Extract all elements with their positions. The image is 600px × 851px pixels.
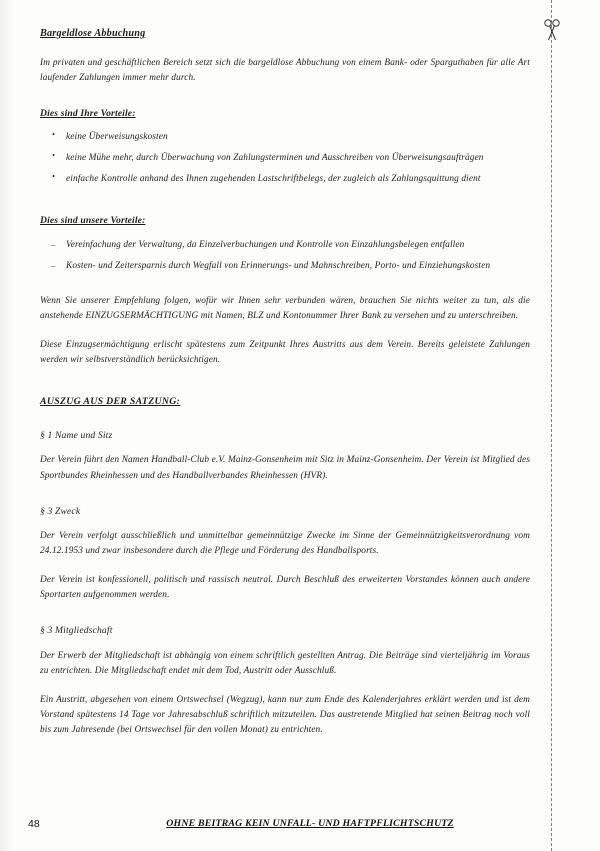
intro-paragraph: Im privaten und geschäftlichen Bereich setzt sich die bargeldlose Abbuchung von einem Bank- oder Sparguthaben für alle Art laufender Zahlungen immer mehr durch. <box>40 57 530 83</box>
section-heading-bargeldlose-abbuchung: Bargeldlose Abbuchung <box>40 28 146 39</box>
statute-paragraph-text: Der Verein ist konfessionell, politisch und rassisch neutral. Durch Beschluß des erweiterten Vorstandes können auch andere Sportarten aufgenommen werden. <box>40 575 530 601</box>
list-item: – Kosten- und Zeitersparnis durch Wegfall von Erinnerungs- und Mahnschreiben, Porto- und Einziehungskosten <box>40 259 530 274</box>
footer-slogan: OHNE BEITRAG KEIN UNFALL- UND HAFTPFLICHTSCHUTZ <box>166 818 454 829</box>
your-advantages-heading: Dies sind Ihre Vorteile: <box>40 107 136 119</box>
statute-heading: AUSZUG AUS DER SATZUNG: <box>40 396 181 408</box>
list-item: • keine Mühe mehr, durch Überwachung von Zahlungsterminen und Ausschreiben von Überweisungsaufträgen <box>40 151 530 166</box>
list-item: • keine Überweisungskosten <box>40 130 530 145</box>
scissors-icon <box>542 18 562 46</box>
statute-paragraph-title-2: § 3 Zweck <box>40 505 81 517</box>
page-number: 48 <box>28 818 40 830</box>
statute-paragraph-text: Der Erwerb der Mitgliedschaft ist abhängig von einem schriftlich gestellten Antrag. Die Beiträge sind vierteljährig im Voraus zu entrichten. Die Mitgliedschaft endet mit dem Tod, Austritt oder Ausschluß. <box>40 650 530 676</box>
your-advantages-list <box>40 130 530 187</box>
statute-paragraph-title-3: § 3 Mitgliedschaft <box>40 625 113 637</box>
statute-paragraph-text: Der Verein führt den Namen Handball-Club e.V. Mainz-Gonsenheim mit Sitz in Mainz-Gonsenheim. Der Verein ist Mitglied des Sportbundes Rheinhessen und des Handballverbandes Rheinhessen (HVR). <box>40 455 530 481</box>
our-advantages-heading: Dies sind unsere Vorteile: <box>40 215 146 227</box>
perforation-line <box>551 0 552 851</box>
document-body <box>40 26 530 752</box>
list-item: • einfache Kontrolle anhand des Ihnen zugehenden Lastschriftbelegs, der zugleich als Zahlungsquittung dient <box>40 172 530 187</box>
list-item: – Vereinfachung der Verwaltung, da Einzelverbuchungen und Kontrolle von Einzahlungsbelegen entfallen <box>40 238 530 253</box>
statute-paragraph-text: Der Verein verfolgt ausschließlich und unmittelbar gemeinnützige Zwecke im Sinne der Gemeinnützigkeitsverordnung vom 24.12.1953 und zwar insbesondere durch die Pflege und Förderung des Handballsports. <box>40 531 530 557</box>
our-advantages-list <box>40 238 530 274</box>
scan-shadow <box>0 0 14 851</box>
revocation-paragraph: Diese Einzugsermächtigung erlischt spätestens zum Zeitpunkt Ihres Austritts aus dem Verein. Bereits geleistete Zahlungen werden wir selbstverständlich berücksichtigen. <box>40 340 530 366</box>
statute-paragraph-text: Ein Austritt, abgesehen von einem Ortswechsel (Wegzug), kann nur zum Ende des Kalenderjahres erklärt werden und ist dem Vorstand spätestens 14 Tage vor Jahresabschluß schriftlich mitzuteilen. Das austretende Mitglied hat seinen Beitrag noch voll bis zum Jahresende (bei Ortswechsel für den vollen Monat) zu entrichten. <box>40 694 530 736</box>
statute-paragraph-title-1: § 1 Name und Sitz <box>40 429 113 441</box>
request-paragraph: Wenn Sie unserer Empfehlung folgen, wofür wir Ihnen sehr verbunden wären, brauchen Sie nichts weiter zu tun, als die anstehende EINZUGSERMÄCHTIGUNG mit Namen, BLZ und Kontonummer Ihrer Bank zu versehen und zu unterschreiben. <box>40 295 530 321</box>
